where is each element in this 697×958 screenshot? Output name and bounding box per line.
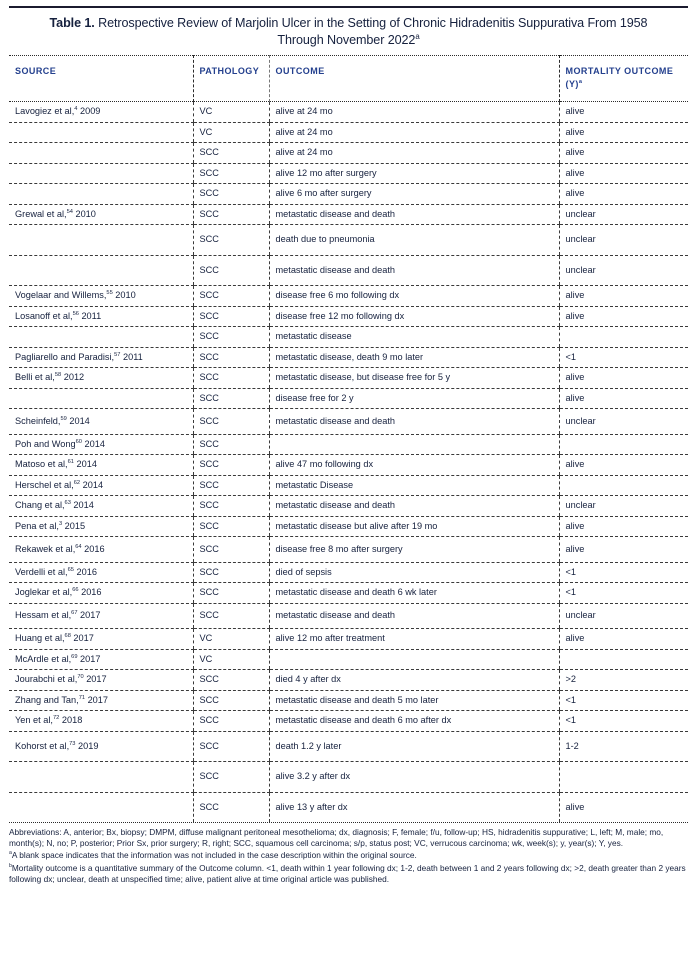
cell-pathology: SCC [193,368,269,389]
cell-source [9,286,193,307]
source-name: Poh and Wong [15,438,76,449]
cell-outcome: alive at 24 mo [269,102,559,123]
source-name: Verdelli et al, [15,566,68,577]
cell-outcome [269,649,559,670]
cell-mortality: <1 [559,562,688,583]
column-header-mortality-text: MORTALITY OUTCOME (Y) [565,66,674,89]
cell-source [9,255,193,286]
cell-mortality: alive [559,455,688,476]
cell-pathology: SCC [193,143,269,164]
cell-mortality: alive [559,629,688,650]
cell-source [9,204,193,225]
cell-source [9,762,193,793]
cell-mortality: >2 [559,670,688,691]
cell-mortality: unclear [559,255,688,286]
source-year: 2011 [78,310,102,321]
cell-pathology: SCC [193,163,269,184]
cell-outcome: alive at 24 mo [269,143,559,164]
source-name: Zhang and Tan, [15,694,79,705]
source-reference-number: 62 [73,479,81,486]
cell-source [9,327,193,348]
table-row [9,434,688,455]
source-name: Losanoff et al, [15,310,73,321]
column-header-mortality-marker: a [578,78,583,85]
cell-source [9,163,193,184]
cell-pathology: VC [193,102,269,123]
cell-source [9,122,193,143]
cell-source [9,225,193,256]
cell-outcome: metastatic disease and death 6 wk later [269,583,559,604]
cell-outcome: disease free for 2 y [269,388,559,409]
table-row [9,347,688,368]
cell-outcome: metastatic disease and death 6 mo after dx [269,711,559,732]
cell-mortality: alive [559,516,688,537]
source-reference-number: 61 [67,458,74,465]
source-year: 2011 [120,351,143,362]
table-row [9,286,688,307]
cell-mortality: unclear [559,225,688,256]
table-body [9,102,688,823]
table-row [9,225,688,256]
cell-outcome: alive 13 y after dx [269,792,559,822]
footnote-b [9,863,688,885]
cell-source [9,603,193,629]
source-name: Belli et al, [15,372,55,382]
source-reference-number: 59 [60,415,67,422]
table-row [9,731,688,762]
cell-outcome [269,434,559,455]
source-year: 2017 [85,694,109,705]
source-year: 2014 [81,438,105,449]
cell-mortality [559,649,688,670]
cell-pathology: SCC [193,475,269,496]
cell-source [9,670,193,691]
cell-outcome: disease free 12 mo following dx [269,306,559,327]
footnote-abbreviations-lead: Abbreviations: [9,827,62,837]
source-year: 2017 [70,633,94,643]
source-reference-number: 58 [54,371,62,378]
source-reference-number: 72 [52,714,60,721]
cell-outcome: metastatic disease and death [269,204,559,225]
table-row [9,409,688,435]
cell-outcome: metastatic disease and death 5 mo later [269,690,559,711]
column-header-pathology: PATHOLOGY [193,56,269,102]
column-header-source: SOURCE [9,56,193,102]
cell-mortality: <1 [559,583,688,604]
cell-outcome: alive at 24 mo [269,122,559,143]
cell-source [9,475,193,496]
source-year: 2016 [81,543,105,554]
table-page [0,6,697,958]
table-title-footnote-marker: a [415,31,420,41]
cell-mortality: alive [559,122,688,143]
source-name: Pagliarello and Paradisi, [15,351,115,362]
cell-pathology: SCC [193,204,269,225]
table-title [9,8,688,55]
table-title-text: Retrospective Review of Marjolin Ulcer in the Setting of Chronic Hidradenitis Suppurativa From 1958 Through November 2022 [94,16,648,47]
source-year: 2014 [66,415,90,426]
cell-mortality [559,475,688,496]
table-row [9,496,688,517]
cell-mortality: alive [559,306,688,327]
cell-pathology: SCC [193,306,269,327]
cell-source [9,347,193,368]
cell-pathology: SCC [193,347,269,368]
table-row [9,143,688,164]
source-reference-number: 70 [77,673,84,680]
source-reference-number: 55 [106,289,113,296]
cell-outcome: alive 12 mo after surgery [269,163,559,184]
cell-mortality: alive [559,286,688,307]
table-row [9,690,688,711]
source-name: Vogelaar and Willems, [15,290,107,300]
cell-outcome: alive 6 mo after surgery [269,184,559,205]
table-footnotes [9,823,688,885]
table-row [9,184,688,205]
source-name: McArdle et al, [15,653,72,664]
cell-source [9,184,193,205]
cell-outcome: death 1.2 y later [269,731,559,762]
cell-mortality: <1 [559,711,688,732]
table-row [9,255,688,286]
source-name: Grewal et al, [15,208,67,219]
source-name: Joglekar et al, [15,587,73,597]
cell-pathology: SCC [193,537,269,563]
source-year: 2019 [75,740,99,751]
cell-mortality [559,762,688,793]
cell-mortality [559,327,688,348]
cell-mortality: unclear [559,496,688,517]
table-row [9,762,688,793]
source-reference-number: 56 [72,310,79,317]
cell-outcome: metastatic disease but alive after 19 mo [269,516,559,537]
cell-mortality: <1 [559,690,688,711]
cell-mortality: alive [559,163,688,184]
cell-source [9,629,193,650]
cell-pathology: SCC [193,762,269,793]
cell-outcome: death due to pneumonia [269,225,559,256]
table-row [9,792,688,822]
cell-outcome: metastatic disease and death [269,603,559,629]
table-row [9,649,688,670]
source-name: Scheinfeld, [15,415,61,426]
source-reference-number: 67 [71,609,78,616]
cell-mortality: alive [559,143,688,164]
source-reference-number: 71 [78,694,86,701]
cell-pathology: SCC [193,286,269,307]
cell-mortality: alive [559,102,688,123]
source-reference-number: 60 [75,438,82,445]
cell-pathology: SCC [193,670,269,691]
cell-mortality: unclear [559,603,688,629]
source-reference-number: 73 [69,740,76,747]
cell-outcome: metastatic disease, but disease free for 5 y [269,368,559,389]
cell-outcome: disease free 8 mo after surgery [269,537,559,563]
source-year: 2015 [62,520,86,531]
cell-outcome: metastatic Disease [269,475,559,496]
footnote-abbreviations-text: A, anterior; Bx, biopsy; DMPM, diffuse malignant peritoneal mesothelioma; dx, diagnosis; F, female; f/u, follow-up; HS, hidradenitis suppurative; L, left; M, male; mo, month(s); N, no; P, posterior; Prior Sx, prior surgery; R, right; SCC, squamous cell carcinoma; s/p, status post; VC, verrucous carcinoma; wk, week(s); y, year(s); Y, yes. [9,827,664,849]
table-row [9,583,688,604]
source-year: 2016 [73,566,97,577]
source-year: 2018 [59,715,83,725]
table-row [9,102,688,123]
cell-source [9,143,193,164]
retrospective-review-table [9,55,688,822]
source-year: 2010 [72,208,96,219]
table-number: Table 1. [49,16,95,30]
source-name: Matoso et al, [15,459,68,469]
cell-mortality: unclear [559,409,688,435]
table-row [9,163,688,184]
cell-pathology: SCC [193,690,269,711]
cell-pathology: SCC [193,711,269,732]
cell-pathology: SCC [193,409,269,435]
cell-mortality: alive [559,368,688,389]
table-row [9,603,688,629]
cell-source [9,409,193,435]
table-header [9,56,688,102]
table-row [9,204,688,225]
cell-pathology: SCC [193,388,269,409]
cell-outcome: metastatic disease [269,327,559,348]
footnote-b-marker: b [9,862,12,869]
cell-mortality [559,434,688,455]
cell-mortality: alive [559,792,688,822]
footnote-abbreviations [9,827,688,849]
source-reference-number: 57 [114,351,121,358]
source-reference-number: 64 [75,543,82,550]
source-year: 2016 [78,587,102,597]
cell-source [9,102,193,123]
cell-source [9,516,193,537]
source-name: Rekawek et al, [15,543,76,554]
cell-outcome: metastatic disease and death [269,255,559,286]
table-row [9,516,688,537]
source-year: 2017 [83,674,107,684]
source-name: Lavogiez et al, [15,106,75,116]
table-row [9,711,688,732]
source-name: Chang et al, [15,500,65,510]
cell-mortality: <1 [559,347,688,368]
cell-pathology: SCC [193,583,269,604]
source-reference-number: 54 [66,208,73,215]
source-reference-number: 68 [64,632,71,639]
cell-pathology: SCC [193,603,269,629]
cell-source [9,537,193,563]
footnote-a [9,850,688,861]
cell-pathology: SCC [193,455,269,476]
source-name: Kohorst et al, [15,740,70,751]
table-row [9,537,688,563]
column-header-outcome: OUTCOME [269,56,559,102]
source-year: 2014 [80,479,104,490]
source-year: 2014 [70,500,94,510]
cell-mortality: alive [559,388,688,409]
cell-pathology: SCC [193,731,269,762]
cell-source [9,562,193,583]
footnote-b-text: Mortality outcome is a quantitative summary of the Outcome column. <1, death within 1 year following dx; 1-2, death between 1 and 2 years following dx; >2, death greater than 2 years following dx; unclear, death at unspecified time; alive, patient alive at time original article was published. [9,862,686,884]
source-reference-number: 4 [74,105,78,112]
cell-pathology: SCC [193,516,269,537]
cell-source [9,649,193,670]
table-row [9,562,688,583]
cell-source [9,690,193,711]
cell-outcome: alive 12 mo after treatment [269,629,559,650]
cell-pathology: SCC [193,434,269,455]
source-name: Hessam et al, [15,610,72,620]
cell-mortality: 1-2 [559,731,688,762]
table-row [9,629,688,650]
cell-source [9,455,193,476]
cell-source [9,368,193,389]
source-year: 2017 [77,610,101,620]
header-row [9,56,688,102]
column-header-mortality [559,56,688,102]
cell-pathology: VC [193,649,269,670]
source-reference-number: 69 [71,653,78,660]
table-row [9,388,688,409]
cell-source [9,792,193,822]
source-name: Huang et al, [15,633,65,643]
cell-source [9,388,193,409]
table-row [9,327,688,348]
cell-pathology: SCC [193,327,269,348]
source-year: 2012 [61,372,85,382]
cell-outcome: alive 47 mo following dx [269,455,559,476]
cell-source [9,583,193,604]
footnote-a-marker: a [9,850,12,857]
source-reference-number: 66 [72,586,79,593]
cell-mortality: alive [559,537,688,563]
cell-mortality: alive [559,184,688,205]
source-year: 2010 [112,290,136,300]
cell-source [9,496,193,517]
cell-pathology: SCC [193,184,269,205]
source-reference-number: 3 [58,520,63,527]
table-row [9,306,688,327]
cell-pathology: VC [193,122,269,143]
cell-mortality: unclear [559,204,688,225]
cell-outcome: died 4 y after dx [269,670,559,691]
cell-pathology: SCC [193,562,269,583]
cell-pathology: SCC [193,255,269,286]
table-row [9,368,688,389]
cell-outcome: disease free 6 mo following dx [269,286,559,307]
footnote-a-text: A blank space indicates that the information was not included in the case description within the original source. [11,850,417,861]
cell-outcome: metastatic disease and death [269,409,559,435]
cell-pathology: SCC [193,225,269,256]
table-row [9,475,688,496]
cell-pathology: SCC [193,496,269,517]
cell-outcome: metastatic disease, death 9 mo later [269,347,559,368]
cell-outcome: alive 3.2 y after dx [269,762,559,793]
cell-pathology: SCC [193,792,269,822]
cell-source [9,434,193,455]
cell-pathology: VC [193,629,269,650]
source-name: Yen et al, [15,715,53,725]
source-name: Pena et al, [15,520,59,531]
cell-source [9,711,193,732]
cell-outcome: died of sepsis [269,562,559,583]
table-row [9,122,688,143]
source-reference-number: 63 [64,499,71,506]
source-name: Herschel et al, [15,479,74,490]
source-year: 2017 [77,653,101,664]
source-year: 2009 [77,106,101,116]
source-year: 2014 [73,459,97,469]
table-row [9,670,688,691]
source-name: Jourabchi et al, [15,674,78,684]
cell-source [9,731,193,762]
table-row [9,455,688,476]
source-reference-number: 65 [67,566,74,573]
cell-outcome: metastatic disease and death [269,496,559,517]
cell-source [9,306,193,327]
